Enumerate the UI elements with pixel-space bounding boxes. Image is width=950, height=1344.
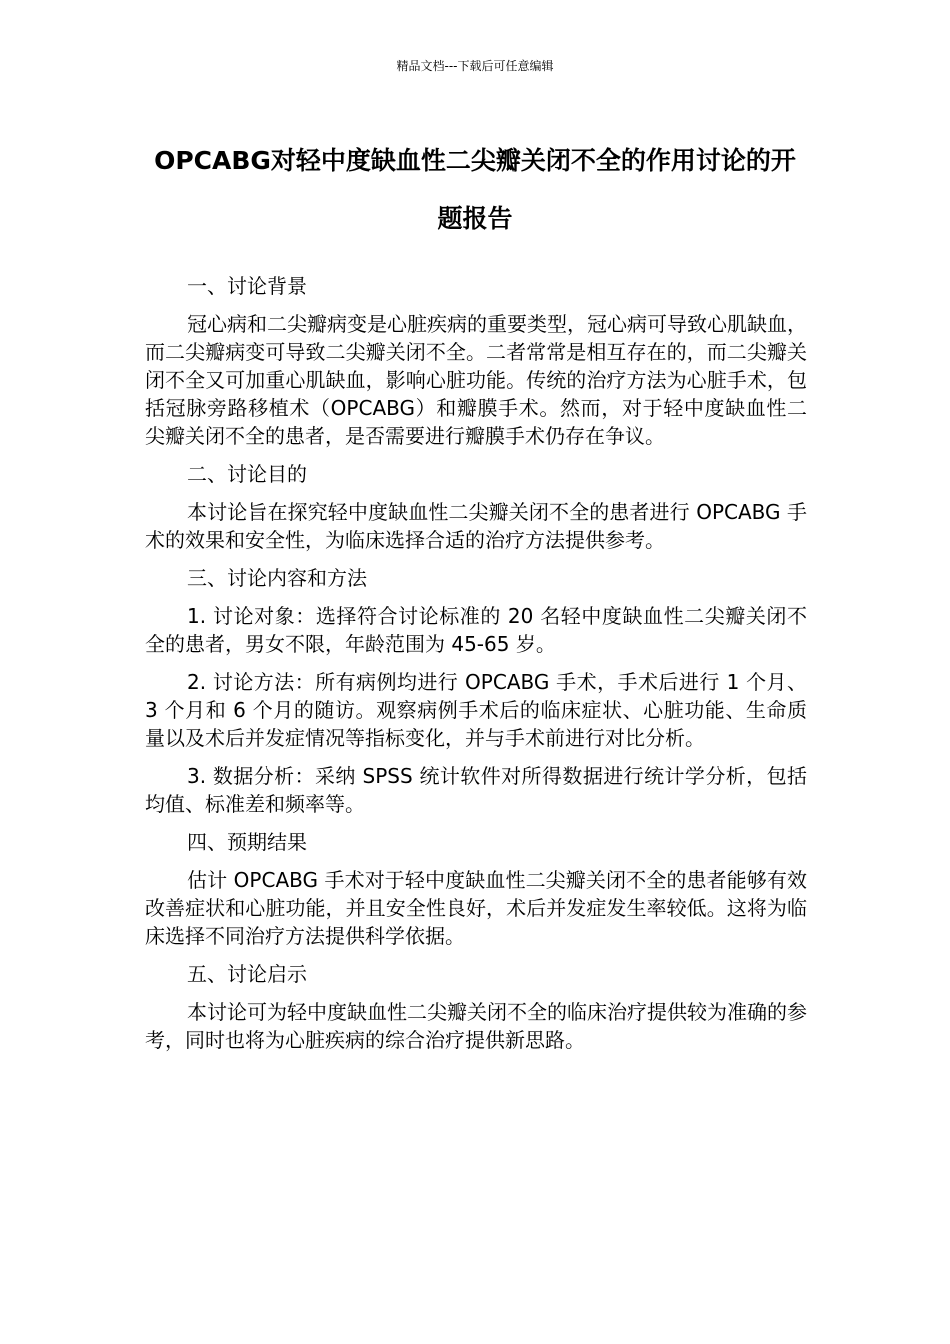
paragraph: 估计 OPCABG 手术对于轻中度缺血性二尖瓣关闭不全的患者能够有效改善症状和心脏功能，并且安全性良好，术后并发症发生率较低。这将为临床选择不同治疗方法提供科学依据。 [145, 868, 807, 948]
page-header: 精品文档---下载后可任意编辑 [396, 59, 554, 73]
section-heading: 一、讨论背景 [187, 274, 307, 298]
paragraph: 冠心病和二尖瓣病变是心脏疾病的重要类型，冠心病可导致心肌缺血，而二尖瓣病变可导致二尖瓣关闭不全。二者常常是相互存在的，而二尖瓣关闭不全又可加重心肌缺血，影响心脏功能。传统的治疗方法为心脏手术，包括冠脉旁路移植术（OPCABG）和瓣膜手术。然而，对于轻中度缺血性二尖瓣关闭不全的患者，是否需要进行瓣膜手术仍存在争议。 [145, 312, 807, 448]
section-implications [145, 960, 807, 1054]
section-heading: 五、讨论启示 [187, 962, 307, 986]
section-content-methods [145, 564, 807, 818]
section-background [145, 272, 807, 450]
section-heading: 二、讨论目的 [187, 462, 307, 486]
paragraph: 本讨论旨在探究轻中度缺血性二尖瓣关闭不全的患者进行 OPCABG 手术的效果和安全性，为临床选择合适的治疗方法提供参考。 [145, 500, 807, 552]
section-purpose [145, 460, 807, 554]
paragraph: 1. 讨论对象：选择符合讨论标准的 20 名轻中度缺血性二尖瓣关闭不全的患者，男女不限，年龄范围为 45-65 岁。 [145, 604, 807, 656]
paragraph: 3. 数据分析：采纳 SPSS 统计软件对所得数据进行统计学分析，包括均值、标准差和频率等。 [145, 764, 807, 816]
paragraph: 2. 讨论方法：所有病例均进行 OPCABG 手术，手术后进行 1 个月、3 个月和 6 个月的随访。观察病例手术后的临床症状、心脏功能、生命质量以及术后并发症情况等指标变化，并与手术前进行对比分析。 [145, 670, 807, 750]
document-title: OPCABG对轻中度缺血性二尖瓣关闭不全的作用讨论的开题报告 [154, 146, 796, 233]
section-heading: 三、讨论内容和方法 [187, 566, 367, 590]
paragraph: 本讨论可为轻中度缺血性二尖瓣关闭不全的临床治疗提供较为准确的参考，同时也将为心脏疾病的综合治疗提供新思路。 [145, 1000, 807, 1052]
section-heading: 四、预期结果 [187, 830, 307, 854]
section-expected-results [145, 828, 807, 950]
document-body [145, 272, 807, 1064]
